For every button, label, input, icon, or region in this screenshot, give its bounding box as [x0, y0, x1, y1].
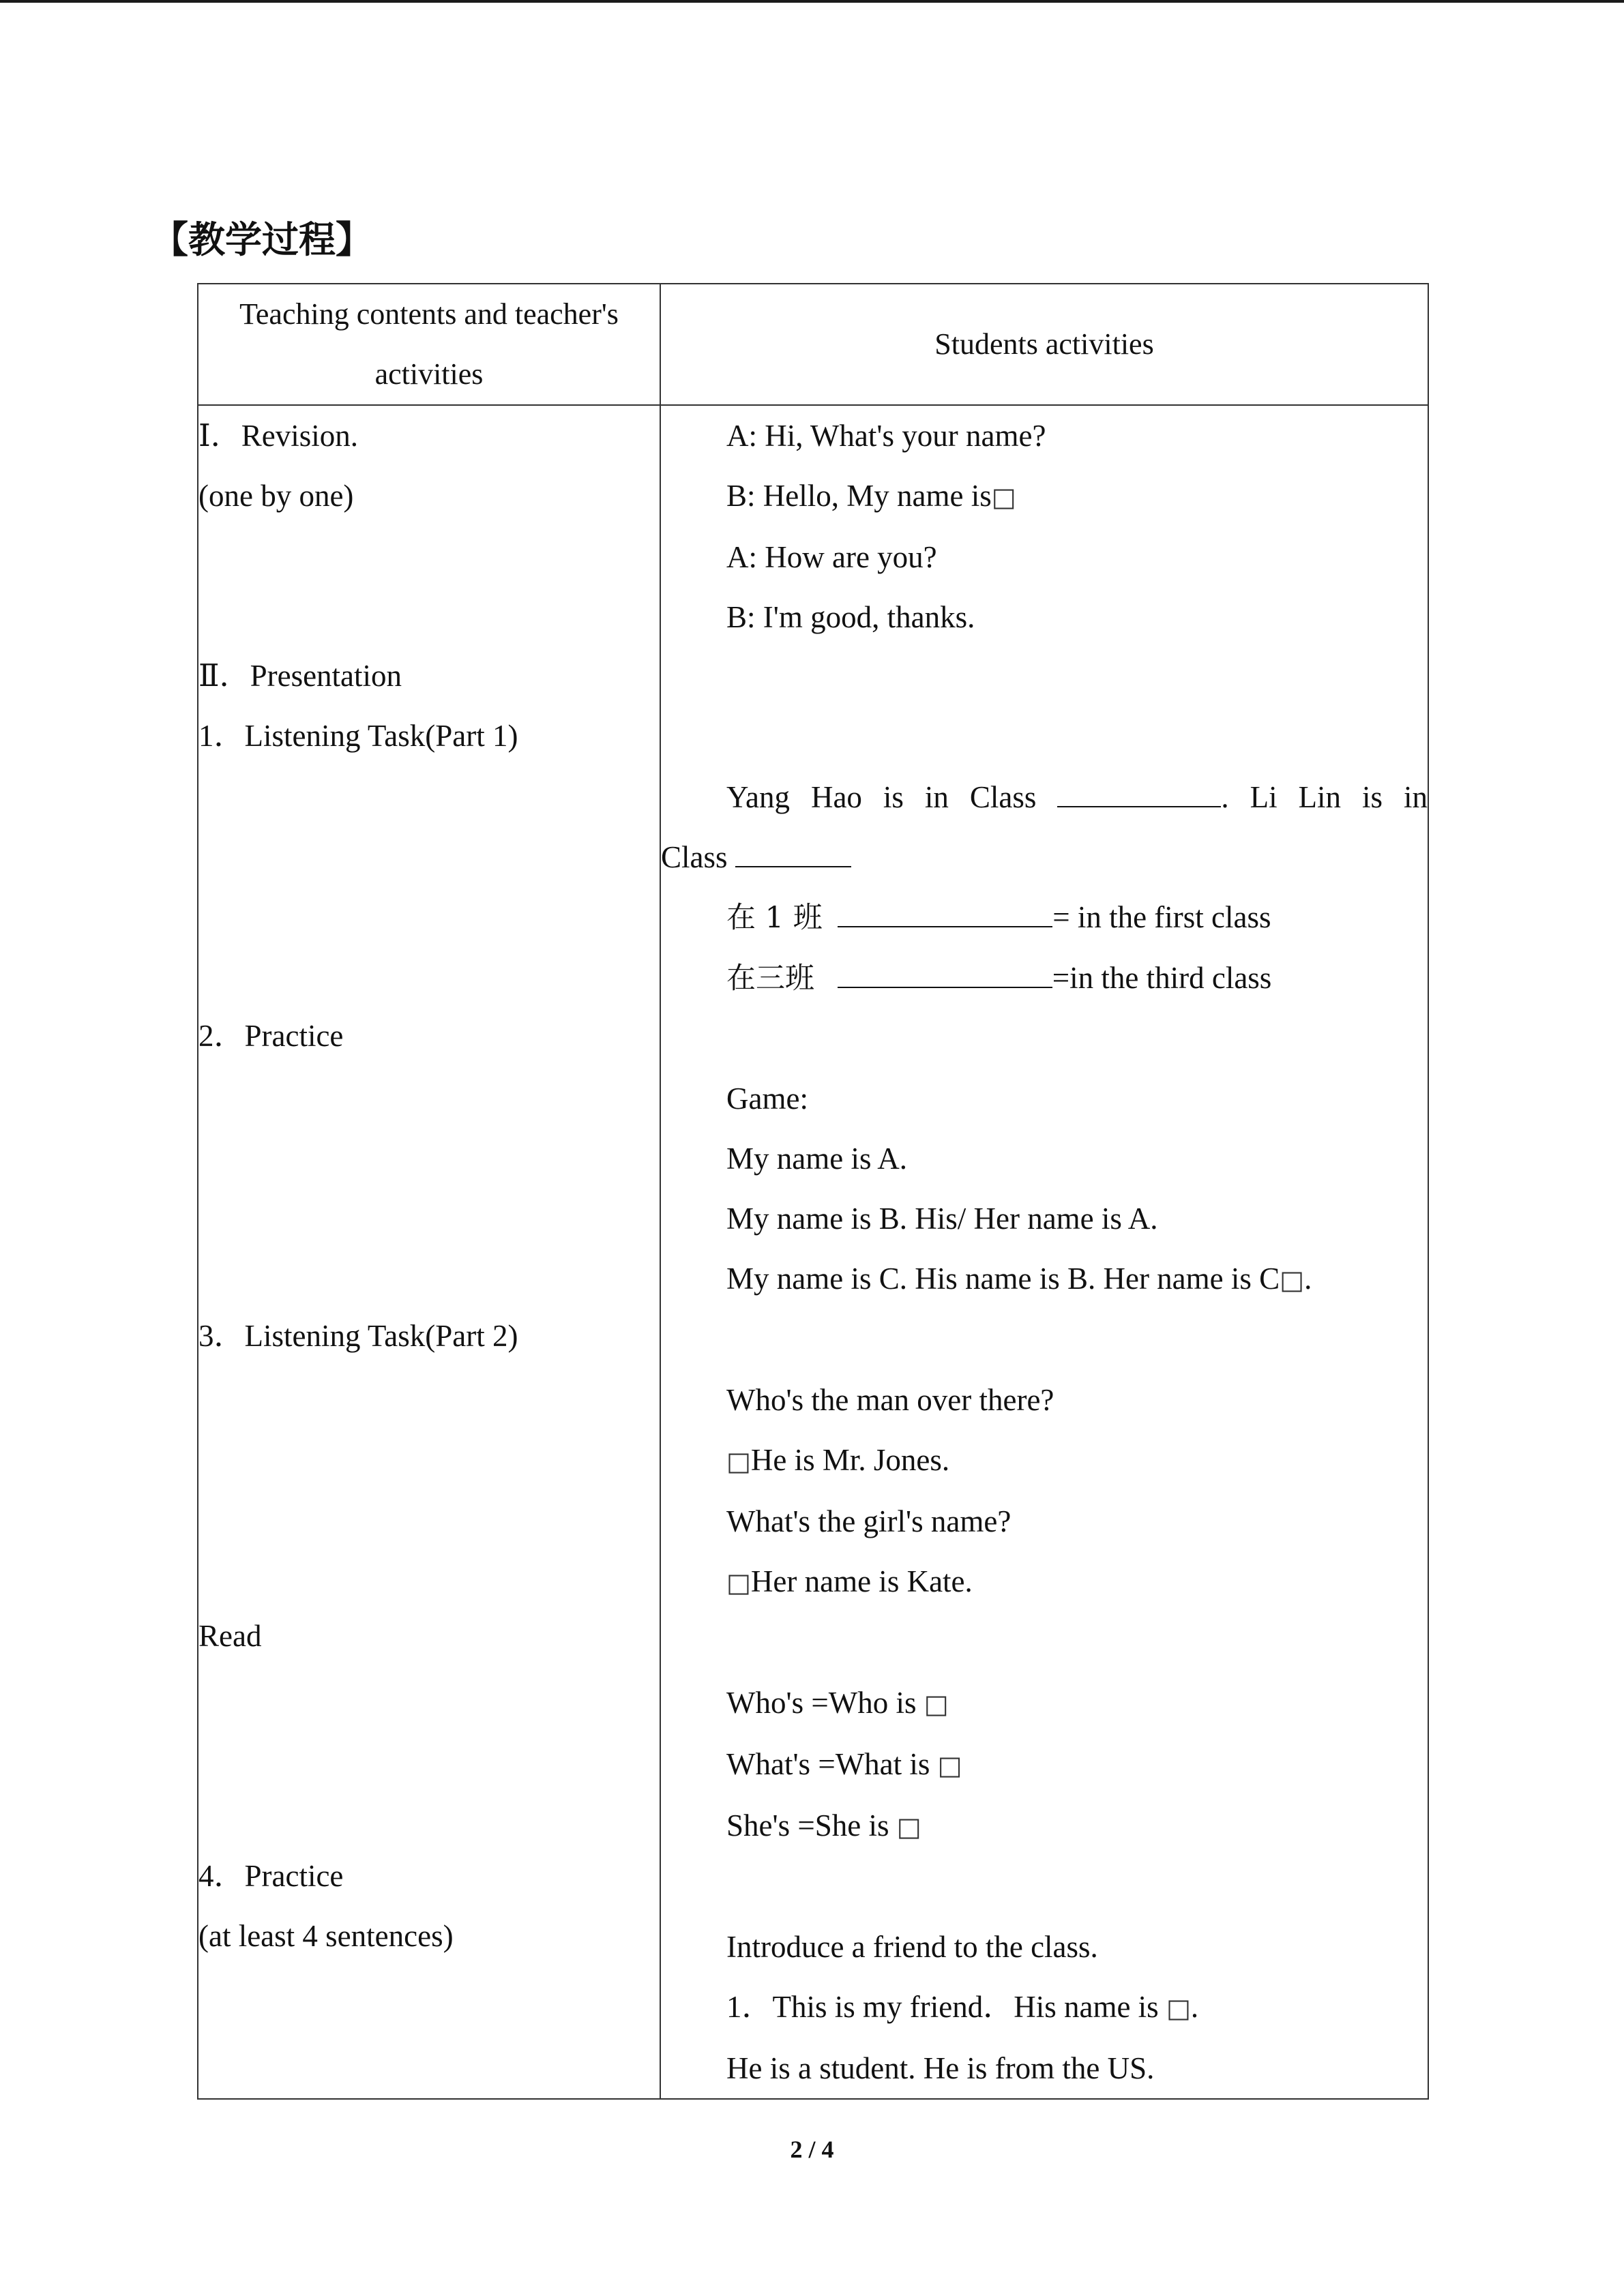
practice-2-label: 2．Practice [198, 1019, 344, 1053]
practice-4-intro: Introduce a friend to the class. [726, 1930, 1098, 1964]
placeholder-box-icon: □ [726, 1446, 751, 1476]
game-label: Game: [726, 1082, 808, 1116]
table-header-row [198, 284, 1428, 405]
placeholder-box-icon: □ [991, 482, 1016, 512]
practice-4-line-1: 1．This is my friend．His name is □. [726, 1990, 1199, 2024]
presentation-title: Ⅱ．Presentation [198, 659, 402, 693]
header-students-activities: Students activities [660, 284, 1428, 405]
listening-2-question-2: What's the girl's name? [726, 1504, 1012, 1538]
answer-blank [735, 832, 851, 867]
practice-4-line-2: He is a student. He is from the US. [726, 2051, 1155, 2085]
read-line-3: She's =She is □ [726, 1808, 921, 1843]
practice-4-label: 4．Practice [198, 1859, 344, 1893]
listening-2-answer-1: □He is Mr. Jones. [726, 1443, 950, 1477]
dialog-line-2: B: Hello, My name is□ [726, 479, 1016, 513]
dialog-line-3: A: How are you? [726, 540, 937, 574]
listening-task-1-label: 1．Listening Task(Part 1) [198, 719, 518, 753]
revision-note: (one by one) [198, 479, 354, 513]
dialog-line-1: A: Hi, What's your name? [726, 419, 1046, 453]
student-activities-cell [660, 405, 1428, 2099]
answer-blank [1057, 772, 1221, 807]
translation-line-2: 在三班 =in the third class [661, 948, 1428, 1009]
section-heading: 【教学过程】 [151, 218, 372, 261]
lesson-table [197, 283, 1429, 2100]
placeholder-box-icon: □ [937, 1750, 962, 1780]
table-body-row [198, 405, 1428, 2099]
placeholder-box-icon: □ [896, 1812, 921, 1842]
revision-title: Ⅰ．Revision. [198, 419, 359, 453]
practice-4-note: (at least 4 sentences) [198, 1919, 454, 1953]
game-line-2: My name is B. His/ Her name is A. [726, 1202, 1158, 1236]
placeholder-box-icon: □ [1166, 1993, 1191, 2023]
read-line-1: Who's =Who is □ [726, 1686, 949, 1720]
read-line-2: What's =What is □ [726, 1747, 962, 1781]
translation-line-1: 在 1 班 = in the first class [661, 887, 1428, 948]
listening-2-answer-2: □Her name is Kate. [726, 1564, 973, 1598]
listening-1-sentence-cont: Class [661, 827, 1428, 887]
read-label: Read [198, 1619, 262, 1653]
answer-blank [838, 953, 1052, 988]
page-number: 2 / 4 [790, 2136, 834, 2163]
placeholder-box-icon: □ [726, 1568, 751, 1598]
answer-blank [838, 892, 1052, 927]
placeholder-box-icon: □ [1280, 1265, 1305, 1295]
listening-1-sentence: Yang Hao is in Class . Li Lin is in [661, 767, 1428, 827]
game-line-3: My name is C. His name is B. Her name is C□. [726, 1262, 1312, 1296]
listening-task-2-label: 3．Listening Task(Part 2) [198, 1319, 518, 1353]
placeholder-box-icon: □ [924, 1689, 949, 1719]
top-border-rule [0, 0, 1624, 3]
teacher-activities-cell [198, 405, 660, 2099]
listening-2-question-1: Who's the man over there? [726, 1383, 1054, 1417]
dialog-line-4: B: I'm good, thanks. [726, 600, 975, 634]
header-teaching-contents: Teaching contents and teacher's activities [198, 284, 660, 405]
game-line-1: My name is A. [726, 1142, 907, 1176]
